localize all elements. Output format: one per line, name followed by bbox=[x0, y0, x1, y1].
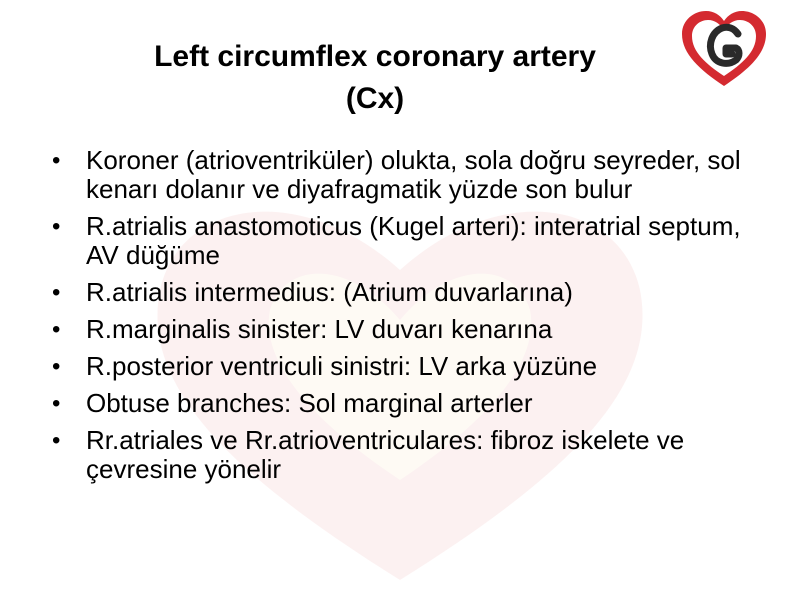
bullet-list bbox=[52, 146, 772, 492]
bullet-point-icon: • bbox=[52, 279, 61, 306]
slide-title-line-1: Left circumflex coronary artery bbox=[154, 40, 596, 73]
list-item bbox=[52, 212, 772, 270]
bullet-text: Obtuse branches: Sol marginal arterler bbox=[86, 388, 533, 418]
bullet-point-icon: • bbox=[52, 213, 61, 240]
heart-logo-icon bbox=[678, 8, 770, 90]
list-item bbox=[52, 389, 772, 418]
list-item bbox=[52, 278, 772, 307]
bullet-point-icon: • bbox=[52, 390, 61, 417]
bullet-text: R.posterior ventriculi sinistri: LV arka yüzüne bbox=[86, 351, 598, 381]
list-item bbox=[52, 146, 772, 204]
bullet-point-icon: • bbox=[52, 147, 61, 174]
bullet-text: R.atrialis intermedius: (Atrium duvarlarına) bbox=[86, 277, 573, 307]
slide-title bbox=[95, 36, 655, 120]
bullet-point-icon: • bbox=[52, 316, 61, 343]
list-item bbox=[52, 352, 772, 381]
bullet-text: Rr.atriales ve Rr.atrioventriculares: fibroz iskelete ve çevresine yönelir bbox=[86, 425, 685, 484]
bullet-point-icon: • bbox=[52, 427, 61, 454]
bullet-text: Koroner (atrioventriküler) olukta, sola doğru seyreder, sol kenarı dolanır ve diyafragmatik yüzde son bulur bbox=[86, 145, 741, 204]
list-item bbox=[52, 426, 772, 484]
bullet-text: R.marginalis sinister: LV duvarı kenarına bbox=[86, 314, 553, 344]
slide-title-line-2: (Cx) bbox=[345, 82, 405, 115]
list-item bbox=[52, 315, 772, 344]
bullet-point-icon: • bbox=[52, 353, 61, 380]
bullet-text: R.atrialis anastomoticus (Kugel arteri): interatrial septum, AV düğüme bbox=[86, 211, 741, 270]
